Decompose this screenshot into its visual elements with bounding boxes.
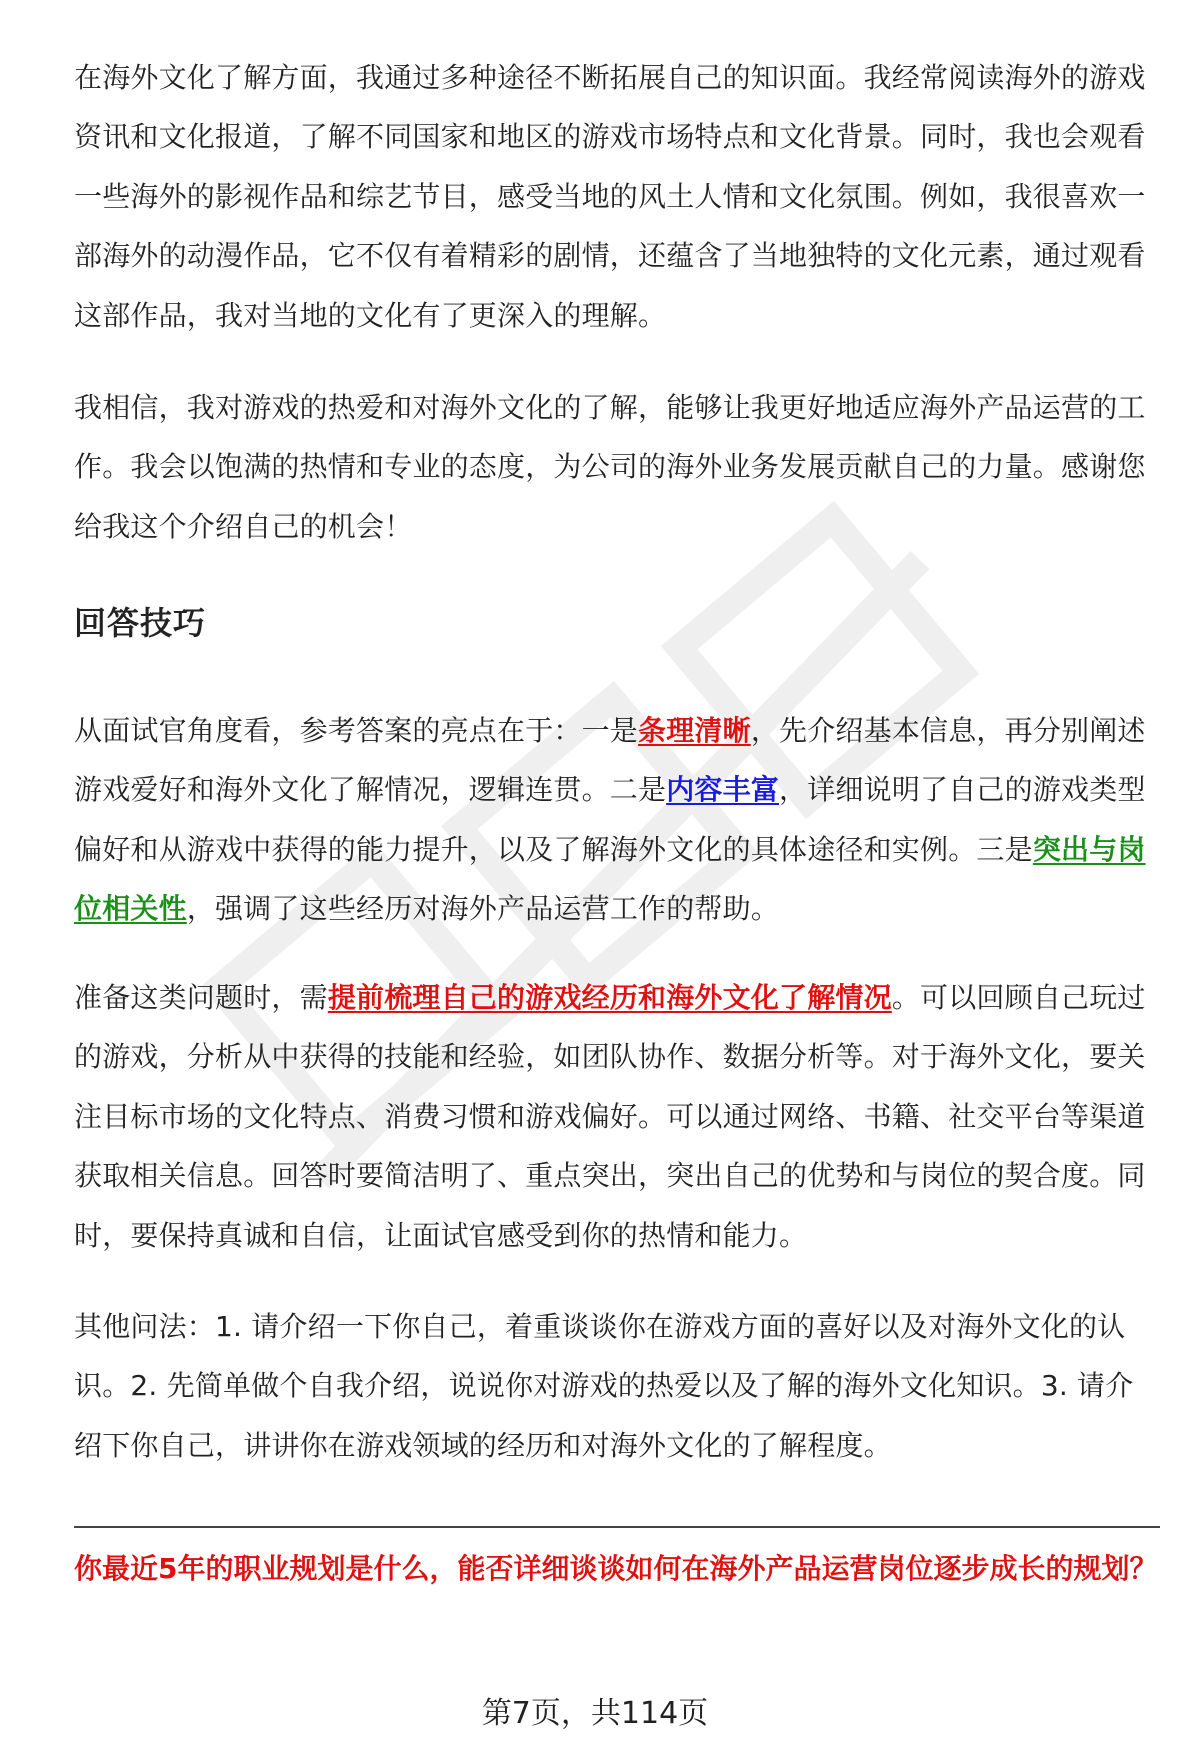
text-segment: 。可以回顾自己玩过的游戏，分析从中获得的技能和经验，如团队协作、数据分析等。对于海外文化，要关注目标市场的文化特点、消费习惯和游戏偏好。可以通过网络、书籍、社交平台等渠道获取相关信息。回答时要简洁明了、重点突出，突出自己的优势和与岗位的契合度。同时，要保持真诚和自信，让面试官感受到你的热情和能力。 bbox=[74, 981, 1146, 1252]
paragraph-alternative-questions: 其他问法：1. 请介绍一下你自己，着重谈谈你在游戏方面的喜好以及对海外文化的认识。2. 先简单做个自我介绍，说说你对游戏的热爱以及了解的海外文化知识。3. 请介绍下你自己，讲讲你在游戏领域的经历和对海外文化的了解程度。 bbox=[74, 1310, 1134, 1462]
highlight-prepare-experience: 提前梳理自己的游戏经历和海外文化了解情况 bbox=[327, 981, 892, 1014]
paragraph-closing: 我相信，我对游戏的热爱和对海外文化的了解，能够让我更好地适应海外产品运营的工作。我会以饱满的热情和专业的态度，为公司的海外业务发展贡献自己的力量。感谢您给我这个介绍自己的机会！ bbox=[74, 391, 1146, 543]
section-divider bbox=[74, 1526, 1160, 1528]
highlight-clear-structure: 条理清晰 bbox=[638, 714, 751, 747]
text-segment: ，先介绍基本信息，再分别阐述游戏爱好和海外文化了解情况，逻辑连贯。二是 bbox=[74, 714, 1146, 807]
paragraph-overseas-culture: 在海外文化了解方面，我通过多种途径不断拓展自己的知识面。我经常阅读海外的游戏资讯和文化报道，了解不同国家和地区的游戏市场特点和文化背景。同时，我也会观看一些海外的影视作品和综艺节目，感受当地的风土人情和文化氛围。例如，我很喜欢一部海外的动漫作品，它不仅有着精彩的剧情，还蕴含了当地独特的文化元素，通过观看这部作品，我对当地的文化有了更深入的理解。 bbox=[74, 61, 1146, 332]
section-heading: 回答技巧 bbox=[74, 604, 207, 642]
page-number-footer: 第7页，共114页 bbox=[481, 1696, 709, 1731]
text-segment: 准备这类问题时，需 bbox=[74, 981, 328, 1014]
highlight-job-relevance: 突出与岗位相关性 bbox=[74, 832, 1146, 926]
text-segment: ，强调了这些经历对海外产品运营工作的帮助。 bbox=[186, 892, 780, 926]
paragraph-tips-highlights bbox=[74, 701, 1160, 939]
text-segment: ，详细说明了自己的游戏类型偏好和从游戏中获得的能力提升，以及了解海外文化的具体途径和实例。三是 bbox=[74, 773, 1146, 866]
paragraph-tips-preparation bbox=[74, 968, 1160, 1265]
highlight-rich-content: 内容丰富 bbox=[666, 773, 780, 807]
next-question-heading: 你最近5年的职业规划是什么，能否详细谈谈如何在海外产品运营岗位逐步成长的规划？ bbox=[74, 1552, 1158, 1585]
text-segment: 从面试官角度看，参考答案的亮点在于：一是 bbox=[74, 714, 639, 747]
